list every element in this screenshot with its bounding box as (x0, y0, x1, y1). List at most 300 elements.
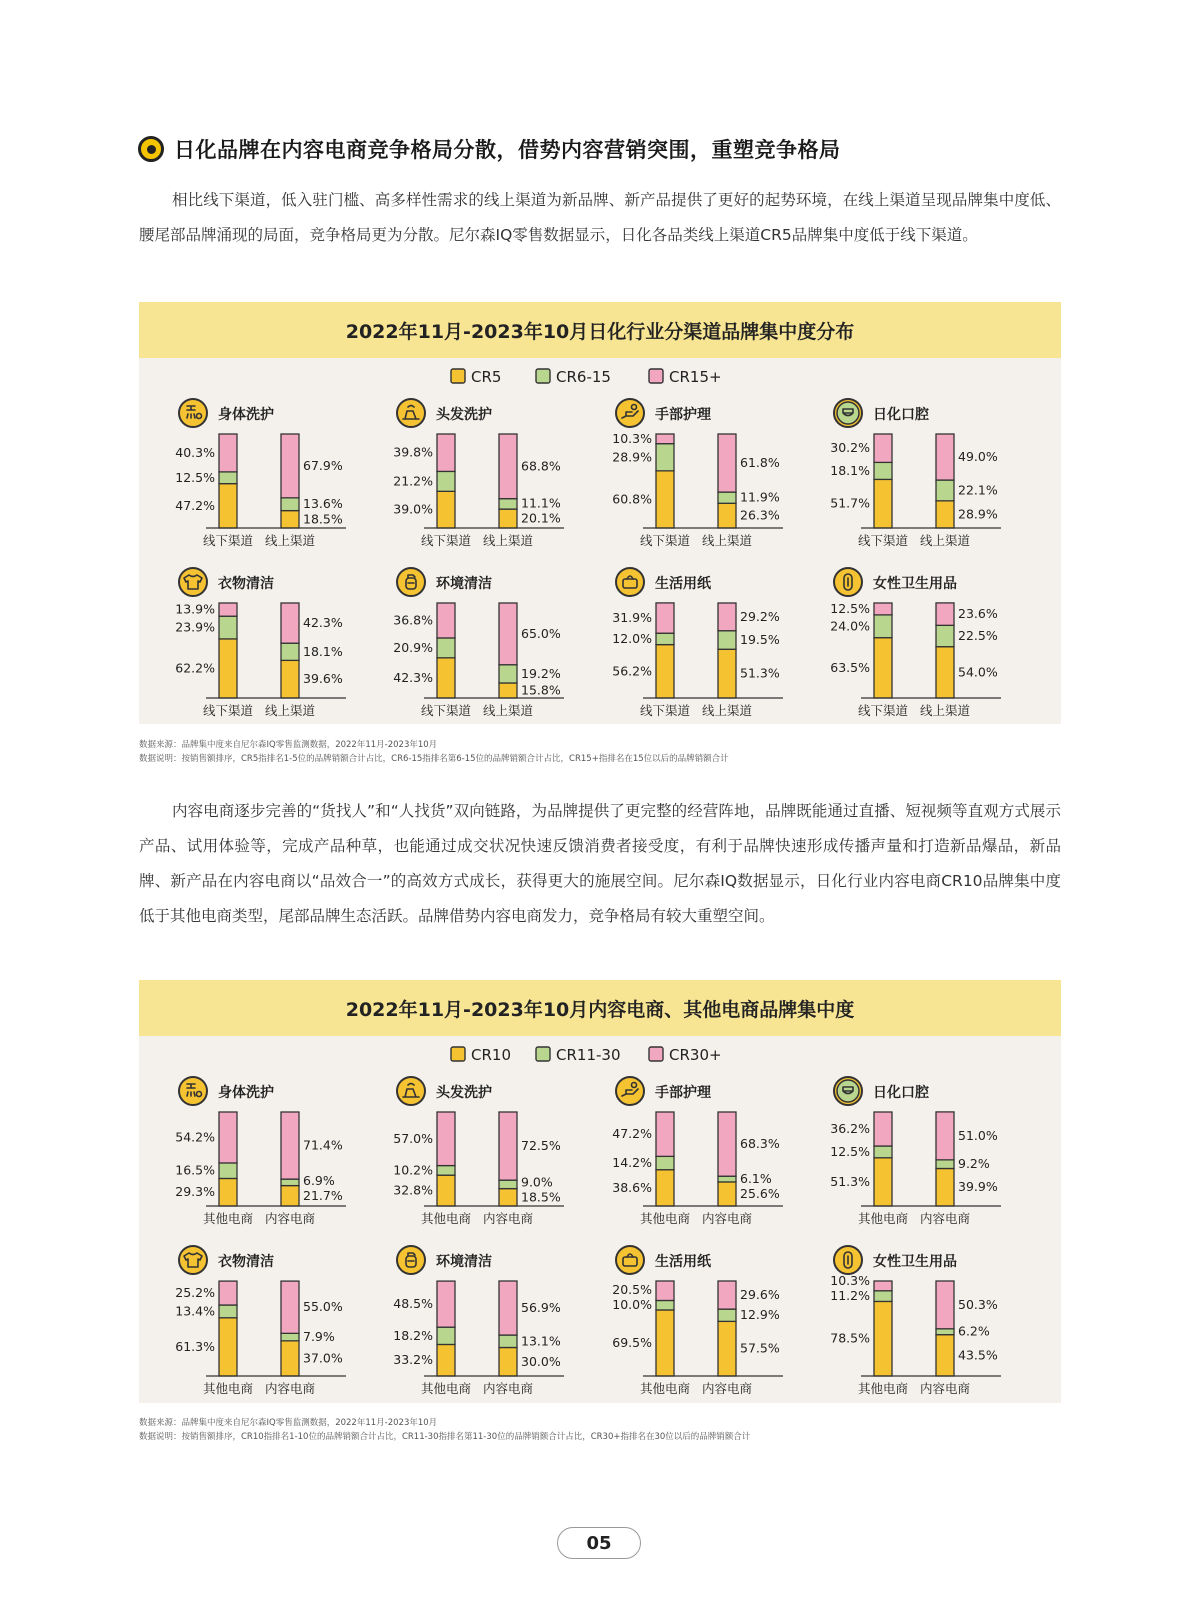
bar-segment (874, 1158, 892, 1206)
bar-segment (219, 1163, 237, 1179)
bar-segment (499, 1335, 517, 1347)
pad-icon (834, 1246, 862, 1274)
bar-segment (936, 1112, 954, 1160)
bar-segment (656, 1170, 674, 1206)
data-label: 39.9% (958, 1179, 998, 1195)
legend-swatch (536, 1047, 550, 1061)
target-bullet-icon (138, 136, 164, 162)
data-label: 13.6% (303, 496, 343, 512)
data-label: 24.0% (830, 618, 870, 634)
data-label: 54.2% (175, 1129, 215, 1145)
category-group (612, 1246, 783, 1396)
bar-segment (499, 509, 517, 528)
data-label: 16.5% (175, 1162, 215, 1178)
bar-axis-label: 内容电商 (701, 1211, 753, 1226)
category-group (175, 399, 346, 548)
bar-segment (281, 603, 299, 643)
data-label: 37.0% (303, 1350, 343, 1366)
category-name: 头发洗护 (436, 1085, 492, 1101)
category-group (830, 568, 1001, 718)
data-label: 61.8% (740, 455, 780, 471)
paragraph-1: 相比线下渠道，低入驻门槛、高多样性需求的线上渠道为新品牌、新产品提供了更好的起势环境，在线上渠道呈现品牌集中度低、腰尾部品牌涌现的局面，竞争格局更为分散。尼尔森IQ零售数据显示，日化各品类线上渠道CR5品牌集中度低于线下渠道。 (139, 191, 1061, 244)
bar-segment (437, 434, 455, 471)
bar-segment (874, 638, 892, 698)
data-label: 54.0% (958, 664, 998, 680)
data-label: 42.3% (393, 669, 433, 685)
legend-item (536, 368, 611, 386)
data-label: 69.5% (612, 1334, 652, 1350)
bar-axis-label: 内容电商 (482, 1381, 534, 1396)
bar-segment (936, 480, 954, 501)
category-name: 女性卫生用品 (873, 1254, 957, 1270)
bar-segment (437, 658, 455, 698)
bar-segment (437, 1175, 455, 1206)
data-label: 13.9% (175, 601, 215, 617)
bar-segment (656, 1156, 674, 1169)
bar-segment (281, 660, 299, 698)
chart-title-1: 2022年11月-2023年10月日化行业分渠道品牌集中度分布 (139, 302, 1061, 358)
bar-segment (936, 625, 954, 646)
data-label: 57.5% (740, 1340, 780, 1356)
bar-axis-label: 内容电商 (919, 1381, 971, 1396)
category-name: 衣物清洁 (218, 576, 274, 592)
bar-segment (874, 603, 892, 615)
bar-segment (936, 1160, 954, 1169)
chart-2-source: 数据来源：品牌集中度来自尼尔森IQ零售监测数据，2022年11月-2023年10月 (139, 1418, 438, 1428)
data-label: 10.2% (393, 1162, 433, 1178)
data-label: 40.3% (175, 444, 215, 460)
bar-segment (219, 616, 237, 639)
bar-segment (718, 492, 736, 503)
bar-axis-label: 线下渠道 (639, 533, 691, 548)
bar-segment (499, 434, 517, 499)
data-label: 51.3% (830, 1173, 870, 1189)
data-label: 67.9% (303, 457, 343, 473)
data-label: 28.9% (958, 506, 998, 522)
data-label: 19.5% (740, 632, 780, 648)
bar-segment (874, 615, 892, 638)
bar-axis-label: 线上渠道 (919, 533, 971, 548)
data-label: 25.6% (740, 1185, 780, 1201)
category-group (393, 568, 564, 718)
category-name: 女性卫生用品 (873, 576, 957, 592)
bar-segment (499, 1348, 517, 1377)
bar-segment (499, 1281, 517, 1335)
data-label: 13.4% (175, 1303, 215, 1319)
data-label: 38.6% (612, 1179, 652, 1195)
bar-segment (874, 1291, 892, 1302)
data-label: 20.1% (521, 510, 561, 526)
bar-segment (718, 603, 736, 631)
category-name: 头发洗护 (436, 407, 492, 423)
category-name: 日化口腔 (873, 407, 929, 423)
data-label: 21.7% (303, 1187, 343, 1203)
bar-axis-label: 内容电商 (482, 1211, 534, 1226)
bar-segment (718, 631, 736, 650)
bar-axis-label: 线上渠道 (919, 703, 971, 718)
hand-icon (616, 399, 644, 427)
hair-icon (397, 399, 425, 427)
data-label: 47.2% (175, 497, 215, 513)
data-label: 51.7% (830, 495, 870, 511)
hand-icon (616, 1077, 644, 1105)
bar-axis-label: 其他电商 (639, 1381, 691, 1396)
bar-segment (499, 603, 517, 665)
data-label: 18.2% (393, 1327, 433, 1343)
category-group (175, 568, 346, 718)
data-label: 6.1% (740, 1170, 772, 1186)
bar-segment (281, 1333, 299, 1341)
legend-label: CR11-30 (556, 1046, 621, 1064)
bar-segment (874, 1301, 892, 1376)
data-label: 29.6% (740, 1287, 780, 1303)
chart-panel-2 (139, 980, 1061, 1403)
bar-segment (874, 1112, 892, 1146)
data-label: 56.9% (521, 1300, 561, 1316)
data-label: 55.0% (303, 1299, 343, 1315)
bar-segment (656, 1112, 674, 1156)
bar-axis-label: 其他电商 (857, 1381, 909, 1396)
bar-axis-label: 其他电商 (857, 1211, 909, 1226)
data-label: 29.2% (740, 608, 780, 624)
data-label: 39.6% (303, 671, 343, 687)
data-label: 50.3% (958, 1296, 998, 1312)
data-label: 63.5% (830, 659, 870, 675)
category-group (612, 1077, 783, 1226)
tooth-icon (834, 1077, 862, 1105)
legend-item (649, 368, 722, 386)
bar-axis-label: 线上渠道 (482, 533, 534, 548)
bar-segment (874, 479, 892, 528)
data-label: 10.3% (830, 1273, 870, 1289)
data-label: 57.0% (393, 1130, 433, 1146)
chart-title-2: 2022年11月-2023年10月内容电商、其他电商品牌集中度 (139, 980, 1061, 1036)
bar-segment (219, 1305, 237, 1318)
page-number: 05 (557, 1527, 641, 1559)
bar-axis-label: 线上渠道 (701, 703, 753, 718)
data-label: 18.1% (830, 462, 870, 478)
bar-axis-label: 线下渠道 (420, 703, 472, 718)
bar-segment (437, 1327, 455, 1344)
data-label: 30.0% (521, 1353, 561, 1369)
category-name: 环境清洁 (436, 576, 492, 592)
data-label: 28.9% (612, 449, 652, 465)
legend-swatch (451, 1047, 465, 1061)
category-name: 生活用纸 (655, 576, 711, 592)
chart-panel-1 (139, 302, 1061, 724)
section-heading (138, 134, 841, 164)
bar-axis-label: 线下渠道 (639, 703, 691, 718)
data-label: 31.9% (612, 610, 652, 626)
data-label: 9.0% (521, 1174, 553, 1190)
chart-2-svg (139, 1036, 1061, 1403)
shirt-icon (179, 568, 207, 596)
data-label: 29.3% (175, 1184, 215, 1200)
data-label: 12.9% (740, 1307, 780, 1323)
bar-segment (219, 1112, 237, 1163)
shower-icon (179, 399, 207, 427)
data-label: 6.2% (958, 1323, 990, 1339)
data-label: 20.5% (612, 1282, 652, 1298)
bar-axis-label: 内容电商 (264, 1381, 316, 1396)
bar-axis-label: 线上渠道 (482, 703, 534, 718)
spray-icon (397, 568, 425, 596)
bar-segment (936, 603, 954, 625)
category-group (175, 1246, 346, 1396)
category-group (393, 1077, 564, 1226)
bar-axis-label: 其他电商 (420, 1211, 472, 1226)
legend-label: CR30+ (669, 1046, 722, 1064)
chart-1-notes (139, 738, 729, 766)
bar-segment (718, 503, 736, 528)
chart-2-explanation: 数据说明：按销售额排序，CR10指排名1-10位的品牌销额合计占比，CR11-30指排名第11-30位的品牌销额合计占比，CR30+指排名在30位以后的品牌销额合计 (139, 1432, 751, 1442)
chart-2-notes (139, 1416, 750, 1444)
bar-axis-label: 其他电商 (639, 1211, 691, 1226)
bar-segment (656, 471, 674, 528)
bar-segment (656, 434, 674, 444)
data-label: 20.9% (393, 639, 433, 655)
bar-axis-label: 线下渠道 (420, 533, 472, 548)
data-label: 42.3% (303, 615, 343, 631)
section-heading-text: 日化品牌在内容电商竞争格局分散，借势内容营销突围，重塑竞争格局 (174, 138, 841, 162)
data-label: 10.0% (612, 1297, 652, 1313)
pad-icon (834, 568, 862, 596)
data-label: 11.2% (830, 1288, 870, 1304)
category-group (612, 568, 783, 718)
tooth-icon (834, 399, 862, 427)
data-label: 23.9% (175, 619, 215, 635)
bar-segment (219, 639, 237, 698)
bar-segment (718, 649, 736, 698)
bar-segment (874, 1146, 892, 1158)
bar-axis-label: 线上渠道 (264, 703, 316, 718)
category-group (393, 1246, 564, 1396)
bar-segment (281, 498, 299, 511)
data-label: 48.5% (393, 1296, 433, 1312)
bar-segment (874, 434, 892, 462)
category-group (830, 1246, 1001, 1396)
category-name: 日化口腔 (873, 1085, 929, 1101)
bar-segment (499, 1112, 517, 1180)
bar-segment (437, 471, 455, 491)
data-label: 71.4% (303, 1137, 343, 1153)
bar-segment (936, 1335, 954, 1376)
bar-segment (718, 434, 736, 492)
bar-axis-label: 内容电商 (919, 1211, 971, 1226)
data-label: 26.3% (740, 507, 780, 523)
bar-axis-label: 其他电商 (202, 1381, 254, 1396)
category-name: 生活用纸 (655, 1254, 711, 1270)
bar-segment (437, 603, 455, 638)
bar-segment (219, 434, 237, 472)
data-label: 33.2% (393, 1352, 433, 1368)
legend-label: CR10 (471, 1046, 511, 1064)
shirt-icon (179, 1246, 207, 1274)
legend-item (536, 1046, 620, 1064)
bar-segment (936, 434, 954, 480)
bar-segment (281, 1179, 299, 1185)
bar-segment (219, 1281, 237, 1305)
category-group (393, 399, 564, 548)
bar-axis-label: 线上渠道 (701, 533, 753, 548)
tissue-icon (616, 568, 644, 596)
bar-segment (219, 1318, 237, 1376)
category-name: 衣物清洁 (218, 1254, 274, 1270)
bar-axis-label: 其他电商 (202, 1211, 254, 1226)
bar-segment (499, 1189, 517, 1206)
chart-1-svg (139, 358, 1061, 724)
bar-segment (718, 1112, 736, 1176)
shower-icon (179, 1077, 207, 1105)
data-label: 14.2% (612, 1155, 652, 1171)
legend-swatch (649, 1047, 663, 1061)
data-label: 30.2% (830, 440, 870, 456)
bar-axis-label: 线下渠道 (857, 533, 909, 548)
data-label: 39.0% (393, 501, 433, 517)
data-label: 68.3% (740, 1136, 780, 1152)
legend-swatch (649, 369, 663, 383)
bar-segment (874, 462, 892, 479)
data-label: 49.0% (958, 449, 998, 465)
data-label: 72.5% (521, 1138, 561, 1154)
bar-segment (281, 1186, 299, 1206)
category-group (175, 1077, 346, 1226)
legend-swatch (451, 369, 465, 383)
bar-segment (656, 1300, 674, 1310)
bar-segment (219, 603, 237, 616)
bar-axis-label: 线下渠道 (202, 703, 254, 718)
category-name: 手部护理 (655, 1085, 711, 1101)
bar-segment (437, 1344, 455, 1376)
category-name: 手部护理 (655, 407, 711, 423)
legend-item (451, 1046, 511, 1064)
bar-axis-label: 内容电商 (264, 1211, 316, 1226)
data-label: 11.1% (521, 495, 561, 511)
bar-segment (718, 1182, 736, 1206)
data-label: 7.9% (303, 1329, 335, 1345)
bar-segment (281, 434, 299, 498)
bar-segment (281, 1112, 299, 1179)
category-name: 身体洗护 (218, 407, 274, 423)
data-label: 51.0% (958, 1127, 998, 1143)
data-label: 47.2% (612, 1126, 652, 1142)
data-label: 13.1% (521, 1333, 561, 1349)
bar-segment (656, 1310, 674, 1376)
bar-segment (718, 1176, 736, 1182)
bar-segment (499, 1180, 517, 1188)
bar-segment (281, 1341, 299, 1376)
data-label: 43.5% (958, 1347, 998, 1363)
data-label: 56.2% (612, 663, 652, 679)
chart-1-explanation: 数据说明：按销售额排序，CR5指排名1-5位的品牌销额合计占比，CR6-15指排名第6-15位的品牌销额合计占比，CR15+指排名在15位以后的品牌销额合计 (139, 754, 729, 764)
data-label: 18.5% (521, 1189, 561, 1205)
data-label: 36.8% (393, 612, 433, 628)
bar-axis-label: 其他电商 (420, 1381, 472, 1396)
bar-segment (656, 603, 674, 633)
bar-segment (437, 638, 455, 658)
bar-segment (936, 647, 954, 698)
data-label: 9.2% (958, 1156, 990, 1172)
paragraph-2: 内容电商逐步完善的“货找人”和“人找货”双向链路，为品牌提供了更完整的经营阵地，品牌既能通过直播、短视频等直观方式展示产品、试用体验等，完成产品种草，也能通过成交状况快速反馈消费者接受度，有利于品牌快速形成传播声量和打造新品爆品，新品牌、新产品在内容电商以“品效合一”的高效方式成长，获得更大的施展空间。尼尔森IQ数据显示，日化行业内容电商CR10品牌集中度低于其他电商类型，尾部品牌生态活跃。品牌借势内容电商发力，竞争格局有较大重塑空间。 (139, 802, 1061, 925)
legend-item (451, 368, 501, 386)
bar-segment (718, 1321, 736, 1376)
data-label: 39.8% (393, 444, 433, 460)
bar-segment (437, 1112, 455, 1166)
data-label: 6.9% (303, 1172, 335, 1188)
hair-icon (397, 1077, 425, 1105)
data-label: 78.5% (830, 1330, 870, 1346)
data-label: 19.2% (521, 665, 561, 681)
bar-axis-label: 线上渠道 (264, 533, 316, 548)
category-group (612, 399, 783, 548)
data-label: 11.9% (740, 489, 780, 505)
data-label: 12.5% (830, 1143, 870, 1159)
data-label: 15.8% (521, 682, 561, 698)
bar-segment (718, 1281, 736, 1309)
bar-segment (219, 1178, 237, 1206)
spray-icon (397, 1246, 425, 1274)
bar-segment (219, 484, 237, 528)
bar-segment (874, 1281, 892, 1291)
data-label: 36.2% (830, 1121, 870, 1137)
legend-label: CR15+ (669, 368, 722, 386)
category-group (830, 399, 1001, 548)
legend-swatch (536, 369, 550, 383)
data-label: 12.5% (830, 600, 870, 616)
data-label: 18.5% (303, 511, 343, 527)
data-label: 22.1% (958, 482, 998, 498)
data-label: 60.8% (612, 491, 652, 507)
data-label: 61.3% (175, 1338, 215, 1354)
data-label: 51.3% (740, 665, 780, 681)
legend-label: CR6-15 (556, 368, 611, 386)
bar-segment (718, 1309, 736, 1321)
bar-segment (281, 511, 299, 528)
bar-segment (437, 1166, 455, 1176)
data-label: 62.2% (175, 660, 215, 676)
data-label: 25.2% (175, 1285, 215, 1301)
bar-segment (936, 1329, 954, 1335)
bar-segment (499, 665, 517, 683)
legend-label: CR5 (471, 368, 502, 386)
bar-segment (499, 683, 517, 698)
bar-segment (499, 499, 517, 509)
category-group (830, 1077, 1001, 1226)
bar-segment (656, 633, 674, 644)
data-label: 68.8% (521, 458, 561, 474)
bar-segment (936, 1281, 954, 1329)
data-label: 23.6% (958, 606, 998, 622)
data-label: 65.0% (521, 625, 561, 641)
bar-segment (656, 1281, 674, 1300)
bar-segment (936, 1168, 954, 1206)
legend-item (649, 1046, 722, 1064)
bar-axis-label: 内容电商 (701, 1381, 753, 1396)
bar-segment (281, 1281, 299, 1333)
bar-segment (437, 1281, 455, 1327)
bar-segment (219, 472, 237, 484)
data-label: 12.5% (175, 469, 215, 485)
bar-segment (281, 643, 299, 660)
data-label: 10.3% (612, 430, 652, 446)
bar-axis-label: 线下渠道 (202, 533, 254, 548)
bar-segment (656, 645, 674, 698)
category-name: 环境清洁 (436, 1254, 492, 1270)
data-label: 32.8% (393, 1182, 433, 1198)
data-label: 22.5% (958, 628, 998, 644)
bar-segment (656, 444, 674, 471)
bar-axis-label: 线下渠道 (857, 703, 909, 718)
